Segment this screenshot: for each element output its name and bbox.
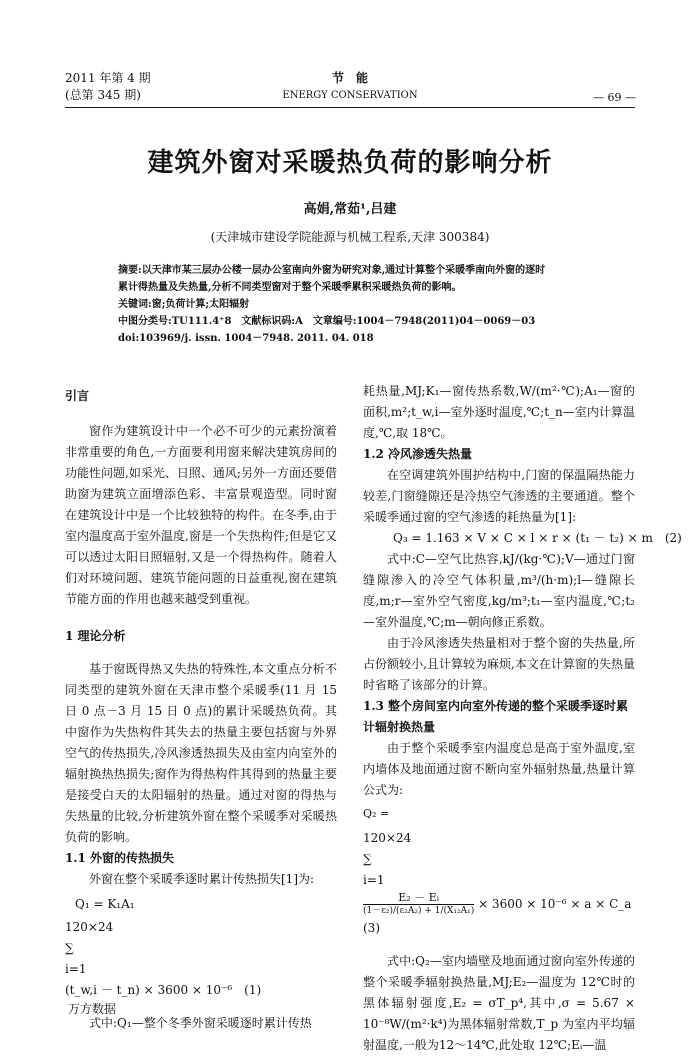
doi: doi:103969/j. issn. 1004－7948. 2011. 04. 018 [118, 333, 374, 344]
equation-1-note: 式中:Q₁—整个冬季外窗采暖逐时累计传热 [89, 1016, 312, 1030]
heading-intro: 引言 [65, 389, 90, 403]
paragraph-1-2-note: 由于冷风渗透失热量相对于整个窗的失热量,所占份额较小,且计算较为麻烦,本文在计算窗的失热量时省略了该部分的计算。 [363, 636, 635, 692]
abstract-line-1: 摘要:以天津市某三层办公楼一层办公室南向外窗为研究对象,通过计算整个采暖季南向外窗的逐时 [118, 265, 546, 276]
issue-info [65, 70, 151, 104]
affiliation: (天津城市建设学院能源与机械工程系,天津 300384) [210, 230, 490, 244]
abstract-line-2: 累计得热量及失热量,分析不同类型窗对于整个采暖季累积采暖热负荷的影响。 [118, 282, 462, 293]
paragraph-1-3: 由于整个采暖季室内温度总是高于室外温度,室内墙体及地面通过窗不断向室外辐射热量,热量计算公式为: [363, 741, 635, 797]
issue-number: 2011 年第 4 期 [65, 71, 151, 85]
equation-3-sum-top: 120×24 [363, 831, 412, 845]
equation-3 [363, 803, 635, 824]
right-column [363, 381, 682, 1056]
equation-2: Q₃ = 1.163 × V × C × l × r × (t₁ － t₂) × m (2) [393, 531, 682, 545]
equation-1-sum-bottom: i=1 [65, 962, 87, 976]
theory-paragraph: 基于窗既得热又失热的特殊性,本文重点分析不同类型的建筑外窗在天津市整个采暖季(11 月 15 日 0 点－3 月 15 日 0 点)的累计采暖热负荷。其中窗作为失热构件其失去的热量主要包括窗与外界空气的传热损失,冷风渗透热损失及由室内向室外的辐射换热热损失;窗作为得热构件其得到的热量主要是接受白天的太阳辐射的热量。通过对窗的得热与失热量的比较,分析建筑外窗在整个采暖季对采暖热负荷的影响。 [65, 662, 337, 844]
header-rule [65, 107, 635, 108]
equation-1-sum-top: 120×24 [65, 920, 114, 934]
intro-paragraph: 窗作为建筑设计中一个必不可少的元素扮演着非常重要的角色,一方面要利用窗来解决建筑房间的功能性问题,如采光、日照、通风;另外一方面还要借助窗为建筑立面增添色彩、丰富景观造型。同时窗在建筑设计中是一个比较独特的构件。在冬季,由于室内温度高于室外温度,窗是一个失热构件;但是它又可以透过太阳日照辐射,又是一个得热构件。随着人们对环境问题、建筑节能问题的日益重视,窗在建筑节能方面的作用也越来越受到重视。 [65, 424, 337, 606]
continued-paragraph: 耗热量,MJ;K₁—窗传热系数,W/(m²·℃);A₁—窗的面积,m²;t_w,i—室外逐时温度,℃;t_n—室内计算温度,℃,取 18℃。 [363, 384, 635, 440]
journal-name [250, 70, 450, 104]
issue-total: (总第 345 期) [65, 88, 141, 102]
journal-name-en: ENERGY CONSERVATION [282, 90, 418, 101]
heading-1-2: 1.2 冷风渗透失热量 [363, 447, 473, 461]
abstract [118, 262, 588, 347]
paper-title: 建筑外窗对采暖热负荷的影响分析 [147, 148, 553, 178]
journal-name-cn: 节 能 [331, 71, 368, 85]
equation-1-rhs: (t_w,i － t_n) × 3600 × 10⁻⁶ (1) [65, 983, 262, 997]
equation-1-lhs: Q₁ = K₁A₁ [75, 897, 135, 911]
sigma-symbol-2: ∑ [363, 852, 372, 866]
paragraph-1-1: 外窗在整个采暖季逐时累计传热损失[1]为: [89, 872, 315, 886]
footer-watermark: 万方数据 [68, 1002, 117, 1016]
equation-1 [75, 894, 337, 915]
heading-1-1: 1.1 外窗的传热损失 [65, 851, 175, 865]
left-column [65, 386, 337, 1034]
equation-3-fraction [363, 891, 474, 918]
heading-1-3: 1.3 整个房间室内向室外传递的整个采暖季逐时累计辐射换热量 [363, 699, 629, 734]
authors: 高娟,常茹¹,吕建 [303, 202, 397, 217]
paragraph-1-2: 在空调建筑外围护结构中,门窗的保温隔热能力较差,门窗缝隙还是冷热空气渗透的主要通道。整个采暖季通过窗的空气渗透的耗热量为[1]: [363, 468, 635, 524]
equation-3-rhs: × 3600 × 10⁻⁶ × a × C_a (3) [363, 897, 644, 935]
paragraph-1-2-symbols: 式中:C—空气比热容,kJ/(kg·℃);V—通过门窗缝隙渗入的冷空气体积量,m³/(h·m);l—缝隙长度,m;r—室外空气密度,kg/m³;t₁—室内温度,℃;t₂—室外温度,℃;m—朝向修正系数。 [363, 552, 635, 629]
classification: 中图分类号:TU111.4⁺8 文献标识码:A 文章编号:1004－7948(2011)04－0069－03 [118, 316, 536, 327]
equation-3-lhs: Q₂ = [363, 807, 390, 820]
heading-theory: 1 理论分析 [65, 629, 126, 643]
equation-3-numerator: E₂ － Eᵢ [363, 891, 474, 905]
sigma-symbol: ∑ [65, 941, 74, 955]
equation-3-denominator: (1－ε₂)/(ε₂A₂) + 1/(X₁₂A₁) [363, 906, 475, 916]
keywords: 关键词:窗;负荷计算;太阳辐射 [118, 299, 250, 310]
paragraph-1-3-symbols: 式中:Q₂—室内墙壁及地面通过窗向室外传递的整个采暖季辐射换热量,MJ;E₂—温度为 12℃时的黑体辐射强度,E₂ = σT_p⁴,其中,σ = 5.67 × 10⁻⁸W/(m²·k⁴)为黑体辐射常数,T_p 为室内平均辐射温度,一般为12～14℃,此处取 12℃;Eᵢ—温 [363, 954, 635, 1052]
page-number: — 69 — [593, 91, 636, 104]
equation-3-sum-bottom: i=1 [363, 873, 385, 887]
